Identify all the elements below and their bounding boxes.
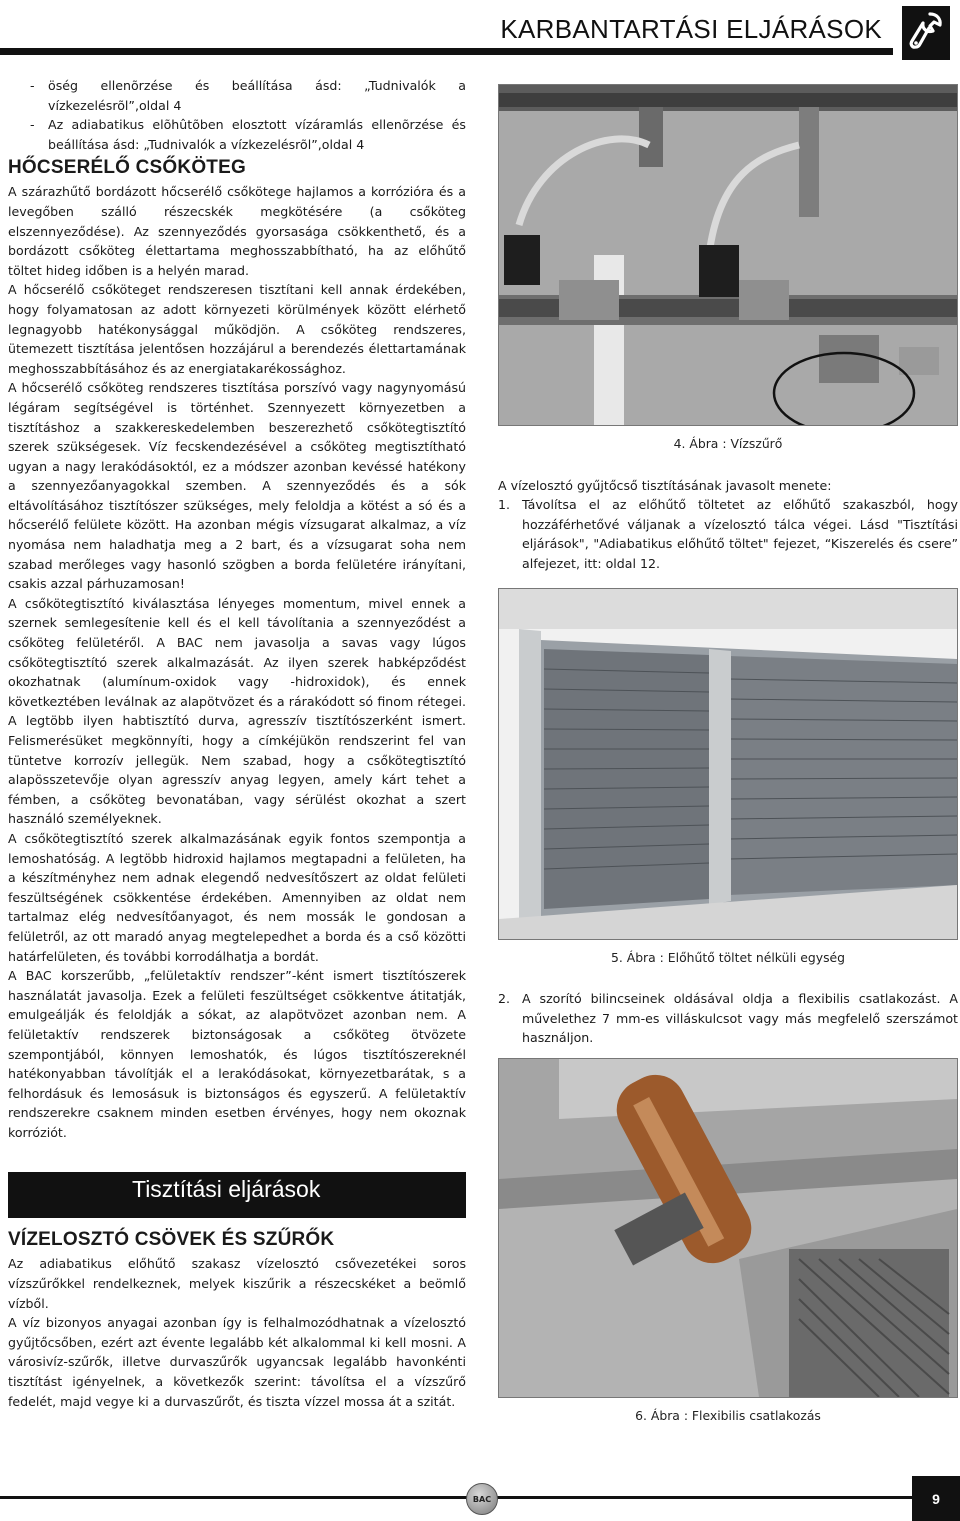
paragraph: A szárazhűtő bordázott hőcserélő csőkötege hajlamos a korrózióra és a levegőben szálló részecskék megkötésére (a csőköteg elszennyeződése). Az szennyeződés gyorsasága csökkenthető, és a bordázott csőköteg élettartama meghosszabbítható, ha az előhűtő töltet hideg időben is a helyén marad. (8, 184, 466, 278)
figure-water-filter-photo (498, 84, 958, 426)
paragraph: A BAC korszerűbb, „felületaktív rendszer”-ként ismert tisztítószerek használatát javasolja. Ezek a felületi feszültséget csökkentve átitatják, emulgeálják és feloldják a sókat, az alapötvözet azonban nem. A felületaktív rendszerek biztonságosak a csőköteg ötvözete szempontjából, könnyen lemoshatók, és lúgos tisztítószereknél hatékonyabban távolítják el a lerakódásokat, környezetbarátak, s a felhordásuk és lemosásuk is biztonságos és egyszerű. A felületaktív rendszerekre csaknem minden esetben érvényes, hogy nem okoznak korróziót. (8, 968, 466, 1140)
left-column (8, 76, 466, 1411)
right-column (498, 84, 958, 1426)
wrench-icon (902, 6, 950, 60)
list-item: - Az adiabatikus elõhûtõben elosztott vízáramlás ellenõrzése és beállítása ásd: „Tudnivalók a vízkezelésrõl”,oldal 4 (30, 117, 466, 152)
paragraph: A csőkötegtisztító szerek alkalmazásának egyik fontos szempontja a lemoshatóság. A legtöbb hidroxid hajlamos megtapadni a felületen, ha a készítményhez nem adnak elegendő nedvesítőszert az oldat felületi feszültségének csökkentése érdekében. Amennyiben az oldat nem tartalmaz elég nedvesítőanyagot, és nem mossák le gondosan a felületről, az ott maradó anyag megtelepedhet a borda és a cső közötti határfelületen, és további korrodálhatja a bordát. (8, 830, 466, 964)
steps-list-b (498, 989, 958, 1048)
figure-5-caption: 5. Ábra : Előhűtő töltet nélküli egység (610, 949, 846, 965)
figure-flexible-connection-photo (498, 1058, 958, 1398)
figure-6-caption: 6. Ábra : Flexibilis csatlakozás (635, 1407, 821, 1423)
section-heading-water-distribution: VÍZELOSZTÓ CSÖVEK ÉS SZŰRŐK (8, 1229, 335, 1251)
paragraph: A víz bizonyos anyagai azonban így is felhalmozódhatnak a vízelosztó gyűjtőcsőben, ezért azt évente legalább két alkalommal ki kell mosni. A városivíz-szűrők, illetve durvaszűrők ugyancsak legalább havonkénti tisztítást igényelnek, a következők szerint: távolítsa el a vízszűrő fedelét, majd vegye ki a durvaszűrőt, és tiszta vízzel mossa át a szitát. (8, 1315, 466, 1409)
steps-intro: A vízelosztó gyűjtőcső tisztításának javasolt menete: (498, 477, 832, 493)
paragraph: A hőcserélő csőköteg rendszeres tisztítása porszívó vagy nagynyomású légáram segítségével is történhet. Szennyezett környezetben a tisztításhoz a szakkereskedelemben beszerezhető csőkötegtisztító szerek szükségesek. Víz fecskendezésével a csőköteg megtisztítható ugyan a nagy lerakódásoktól, ez a módszer azonban kevéssé hatékony a szennyezőanyagokkal szemben. A szennyeződés és a sók eltávolításához tisztítószer szükséges, mely feloldja a kötést a só és a hőcserélő felülete között. Ha azonban mégis vízsugarat alkalmaz, a víz nyomása nem haladhatja meg a 2 bart, és a vízsugarat soha nem szabad merőleges vagy hasonló szögben a borda felületére irányítani, csakis azzal párhuzamosan! (8, 380, 466, 592)
cleaning-steps (498, 476, 958, 574)
intro-list (8, 76, 466, 154)
section-heading-coil: HŐCSERÉLŐ CSŐKÖTEG (8, 157, 246, 179)
page-number: 9 (912, 1476, 960, 1521)
figure-4-caption: 4. Ábra : Vízszűrő (673, 436, 783, 451)
footer-rule (0, 1496, 912, 1499)
bac-logo: BAC (466, 1483, 498, 1515)
header-rule (0, 48, 893, 55)
paragraph: A csőkötegtisztító kiválasztása lényeges momentum, mivel ennek a szernek semlegesítenie kell és el kell távolítania a szennyeződést a csőköteg felületéről. A BAC nem javasolja a savas vagy lúgos csőkötegtisztító szerek alkalmazását. Az ilyen szerek habképződést okozhatnak (alumínum-oxidok vagy -hidroxidok), és ennek következtében leválnak az alapötvözet és a rárakódott só finom rétegei. A legtöbb ilyen habtisztító durva, agresszív tisztítószerként ismert. Felismerésüket megkönnyíti, hogy a címkéjükön rendszerint fel van tüntetve korrozív jellegük. Nem szabad, hogy a csőkötegtisztító alapösszetevője olyan agresszív anyag legyen, amely kárt tehet a fémben, a csőköteg bevonatában, vagy sérülést okozhat a szert használó személyeknek. (8, 595, 466, 827)
list-item: 2. A szorító bilincseinek oldásával oldja a flexibilis csatlakozást. A művelethez 7 mm-es villáskulcsot vagy más megfelelő szerszámot használjon. (498, 991, 958, 1046)
banner-title: Tisztítási eljárások (132, 1176, 321, 1203)
paragraph: A hőcserélő csőköteget rendszeresen tisztítani kell annak érdekében, hogy folyamatosan az adott környezeti körülmények között elérhető legnagyobb hatékonysággal működjön. A csőköteg rendszeres, ütemezett tisztítása jelentősen hozzájárul a berendezés élettartamának meghosszabbításához és az energiatakarékossághoz. (8, 282, 466, 376)
figure-unit-photo (498, 588, 958, 940)
paragraph: Az adiabatikus előhűtő szakasz vízelosztó csővezetékei soros vízszűrőkkel rendelkeznek, melyek kiszűrik a részecskéket a beömlő vízből. (8, 1256, 466, 1311)
section-banner (8, 1172, 466, 1218)
steps-list-a (498, 495, 958, 573)
step-number: 1. (498, 497, 511, 513)
step-number: 2. (498, 991, 511, 1007)
list-item: - öség ellenõrzése és beállítása ásd: „Tudnivalók a vízkezelésrõl”,oldal 4 (30, 78, 466, 113)
list-item: 1. Távolítsa el az előhűtő töltetet az előhűtő szakaszból, hogy hozzáférhetővé váljanak a vízelosztó tálca végei. Lásd "Tisztítási eljárások", "Adiabatikus előhűtő töltet" fejezet, “Kiszerelés és csere” alfejezet, itt: oldal 12. (498, 497, 958, 571)
page-section-title: KARBANTARTÁSI ELJÁRÁSOK (500, 14, 882, 44)
